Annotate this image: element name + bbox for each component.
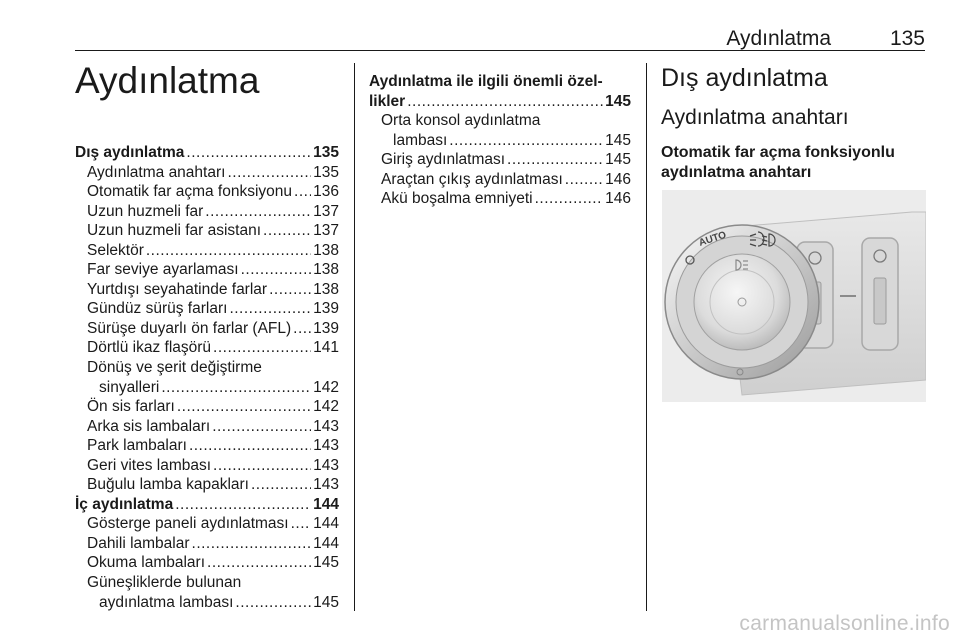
column-divider-2 (646, 63, 647, 611)
toc-entry-page: 146 (605, 170, 631, 188)
leader-dots (294, 182, 311, 202)
leader-dots (205, 202, 311, 222)
toc-entry-page: 143 (313, 437, 339, 455)
toc-entry[interactable] (75, 456, 339, 476)
toc-entry[interactable] (75, 299, 339, 319)
toc-entry[interactable] (75, 260, 339, 280)
toc-entry-page: 136 (313, 183, 339, 201)
toc-exterior-items-continued (75, 397, 339, 495)
toc-entry[interactable] (75, 417, 339, 437)
toc-entry-page: 143 (313, 476, 339, 494)
toc-entry[interactable] (75, 280, 339, 300)
toc-entry-console-line1[interactable]: Orta konsol aydınlatma (381, 112, 541, 130)
leader-dots (213, 456, 311, 476)
toc-entry-page: 139 (313, 300, 339, 318)
column-divider-1 (354, 63, 355, 611)
toc-entry-title: Selektör (87, 241, 144, 259)
toc-entry[interactable] (369, 150, 631, 170)
toc-entry[interactable] (75, 397, 339, 417)
toc-entry[interactable] (75, 202, 339, 222)
subsubsection-heading-line2: aydınlatma anahtarı (661, 164, 812, 181)
toc-entry-title: Okuma lambaları (87, 554, 206, 572)
section-heading: Dış aydınlatma (661, 64, 828, 92)
leader-dots (235, 593, 311, 613)
toc-entry-page: 137 (313, 222, 339, 240)
toc-group-features-line1[interactable]: Aydınlatma ile ilgili önemli özel- (369, 73, 603, 90)
toc-entry[interactable] (75, 221, 339, 241)
leader-dots (293, 319, 311, 339)
leader-dots (535, 189, 604, 209)
leader-dots (227, 163, 311, 183)
toc-column-2 (369, 72, 631, 209)
toc-entry[interactable] (75, 182, 339, 202)
toc-entry-title: Aydınlatma anahtarı (87, 163, 226, 181)
toc-entry-page: 145 (605, 151, 631, 169)
leader-dots (251, 475, 311, 495)
light-switch-knob[interactable] (694, 254, 790, 350)
leader-dots (189, 436, 311, 456)
toc-group-features[interactable]: likler ..... 145 (369, 92, 631, 112)
leader-dots (186, 143, 311, 163)
toc-entry-page: 144 (313, 515, 339, 533)
leader-dots (263, 221, 311, 241)
chapter-title: Aydınlatma (75, 60, 260, 101)
leader-dots (269, 280, 311, 300)
leader-dots (175, 495, 311, 515)
toc-entry-title: Sürüşe duyarlı ön farlar (AFL) (87, 319, 292, 337)
toc-entry-page: 141 (313, 339, 339, 357)
toc-entry-page: 138 (313, 280, 339, 298)
toc-interior-items (75, 514, 339, 573)
leader-dots (212, 417, 311, 437)
toc-entry[interactable] (75, 534, 339, 554)
toc-entry-page: 139 (313, 319, 339, 337)
toc-entry[interactable] (369, 189, 631, 209)
leader-dots (207, 553, 311, 573)
header-rule (75, 50, 925, 51)
toc-entry-title: Araçtan çıkış aydınlatması (381, 170, 563, 188)
toc-entry-page: 146 (605, 190, 631, 208)
toc-entry[interactable] (75, 338, 339, 358)
toc-entry[interactable] (75, 241, 339, 261)
leader-dots (507, 150, 603, 170)
light-switch-photo (662, 190, 926, 402)
leader-dots (177, 397, 311, 417)
toc-entry-sunvisor[interactable]: aydınlatma lambası ..... 145 (75, 593, 339, 613)
toc-entry-title: Ön sis farları (87, 398, 175, 416)
running-header-section: Aydınlatma (726, 27, 831, 50)
toc-group-exterior[interactable]: Dış aydınlatma ..... 135 (75, 143, 339, 163)
watermark: carmanualsonline.info (739, 612, 950, 635)
toc-entry-title: Dahili lambalar (87, 534, 190, 552)
toc-entry-sunvisor-line1[interactable]: Güneşliklerde bulunan (87, 574, 242, 592)
toc-entry-title: Far seviye ayarlaması (87, 261, 239, 279)
toc-entry-title: Yurtdışı seyahatinde farlar (87, 280, 268, 298)
toc-entry-title: Gösterge paneli aydınlatması (87, 515, 289, 533)
toc-exterior-items (75, 163, 339, 358)
toc-entry[interactable] (369, 170, 631, 190)
leader-dots (146, 241, 311, 261)
toc-column-1 (75, 143, 339, 612)
toc-entry-title: Park lambaları (87, 437, 187, 455)
toc-entry-page: 138 (313, 241, 339, 259)
subsection-heading: Aydınlatma anahtarı (661, 106, 849, 129)
toc-entry-title: Dörtlü ikaz flaşörü (87, 339, 212, 357)
toc-entry-title: Akü boşalma emniyeti (381, 190, 533, 208)
toc-entry-turn-signals[interactable]: sinyalleri ..... 142 (75, 378, 339, 398)
toc-entry-title: Otomatik far açma fonksiyonu (87, 183, 293, 201)
leader-dots (449, 131, 603, 151)
light-switch-illustration (662, 190, 926, 402)
subsubsection-heading-line1: Otomatik far açma fonksiyonlu (661, 144, 895, 161)
toc-entry-page: 145 (313, 554, 339, 572)
toc-entry-console[interactable]: lambası ..... 145 (369, 131, 631, 151)
leader-dots (565, 170, 603, 190)
running-header (75, 27, 925, 51)
leader-dots (229, 299, 311, 319)
toc-entry-page: 144 (313, 534, 339, 552)
toc-entry[interactable] (75, 436, 339, 456)
auto-position-label: AUTO (697, 229, 728, 249)
toc-entry-page: 135 (313, 163, 339, 181)
toc-entry-title: Geri vites lambası (87, 456, 212, 474)
leader-dots (241, 260, 312, 280)
toc-entry-title: Buğulu lamba kapakları (87, 476, 249, 494)
toc-entry-page: 143 (313, 456, 339, 474)
toc-entry-page: 138 (313, 261, 339, 279)
toc-entry-title: Gündüz sürüş farları (87, 300, 228, 318)
toc-entry-page: 143 (313, 417, 339, 435)
leader-dots (161, 378, 311, 398)
toc-entry[interactable] (75, 553, 339, 573)
toc-entry-title: Uzun huzmeli far (87, 202, 204, 220)
toc-features-items (369, 150, 631, 209)
toc-entry-turn-signals-line1[interactable]: Dönüş ve şerit değiştirme (87, 359, 262, 377)
subsubsection-heading (661, 143, 895, 183)
toc-entry-page: 142 (313, 398, 339, 416)
leader-dots (213, 338, 311, 358)
toc-entry-title: Giriş aydınlatması (381, 151, 506, 169)
toc-entry-title: Arka sis lambaları (87, 417, 211, 435)
toc-entry[interactable] (75, 163, 339, 183)
leader-dots (192, 534, 312, 554)
page-number: 135 (889, 27, 925, 50)
toc-group-interior[interactable]: İç aydınlatma ..... 144 (75, 495, 339, 515)
toc-entry[interactable] (75, 319, 339, 339)
toc-entry[interactable] (75, 514, 339, 534)
toc-entry-title: Uzun huzmeli far asistanı (87, 222, 262, 240)
leader-dots (407, 92, 603, 112)
toc-entry[interactable] (75, 475, 339, 495)
leader-dots (291, 514, 312, 534)
toc-entry-page: 137 (313, 202, 339, 220)
